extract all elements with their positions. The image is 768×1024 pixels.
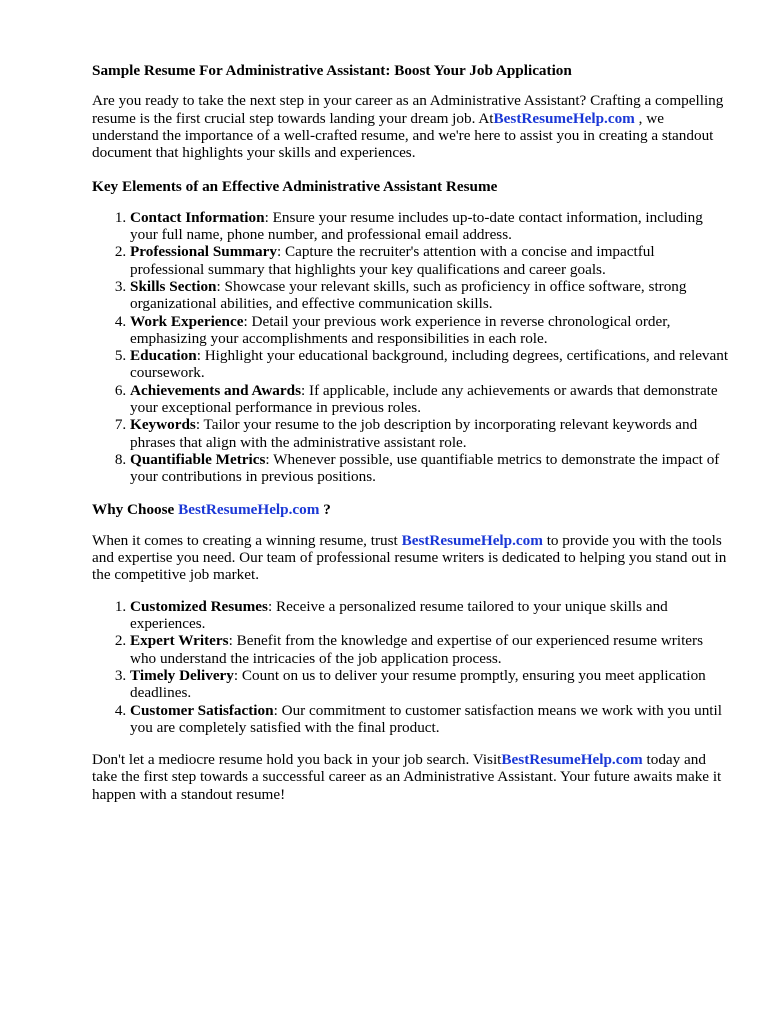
item-text: : Showcase your relevant skills, such as proficiency in office software, strong organizational abilities, and effective communication skills. [130,277,687,313]
list-item [130,416,732,451]
key-elements-heading: Key Elements of an Effective Administrative Assistant Resume [92,178,498,196]
document-content [92,62,732,803]
item-text: : Detail your previous work experience in reverse chronological order, emphasizing your accomplishments and responsibilities in each role. [130,312,671,347]
why-heading-suffix: ? [319,500,331,518]
intro-text: Are you ready to take the next step in your career as an Administrative Assistant? Crafting a compelling resume is the first crucial step towards landing your dream job. At [92,92,724,127]
list-item [130,598,732,633]
intro-text-after: , we understand the importance of a well-crafted resume, and we're here to assist you in creating a standout document that highlights your skills and experiences. [92,109,714,162]
item-text: : Highlight your educational background, including degrees, certifications, and relevant coursework. [130,347,729,382]
list-item [130,243,732,278]
item-text: : Whenever possible, use quantifiable metrics to demonstrate the impact of your contributions in previous positions. [130,450,720,486]
item-text: : Count on us to deliver your resume promptly, ensuring you meet application deadlines. [130,666,706,702]
item-term: Achievements and Awards [130,381,301,399]
key-elements-list [92,209,732,486]
item-text: : Our commitment to customer satisfaction means we work with you until you are completely satisfied with the final product. [130,701,722,736]
item-term: Skills Section [130,277,217,295]
why-paragraph-link[interactable]: BestResumeHelp.com [401,531,543,549]
why-text: When it comes to creating a winning resume, trust [92,531,402,549]
list-item [130,632,732,667]
item-term: Expert Writers [130,632,229,650]
list-item [130,278,732,313]
document-title: Sample Resume For Administrative Assistant: Boost Your Job Application [92,62,572,79]
intro-paragraph [92,92,732,161]
item-term: Customer Satisfaction [130,701,274,719]
list-item [130,209,732,244]
closing-text: Don't let a mediocre resume hold you back in your job search. Visit [92,751,502,769]
list-item [130,451,732,486]
item-text: : Tailor your resume to the job description by incorporating relevant keywords and phrases that align with the administrative assistant role. [130,416,698,451]
item-term: Contact Information [130,208,265,226]
item-text: : Capture the recruiter's attention with a concise and impactful professional summary that highlights your key qualifications and career goals. [130,243,655,278]
item-term: Work Experience [130,312,244,330]
why-choose-heading [92,501,732,518]
item-term: Professional Summary [130,243,277,261]
list-item [130,313,732,348]
item-text: : Benefit from the knowledge and expertise of our experienced resume writers who understand the intricacies of the job application process. [130,632,703,667]
why-text-after: to provide you with the tools and expertise you need. Our team of professional resume writers is dedicated to helping you stand out in the competitive job market. [92,531,727,584]
item-term: Quantifiable Metrics [130,450,266,468]
closing-paragraph [92,751,732,803]
item-term: Customized Resumes [130,597,268,615]
list-item [130,382,732,417]
list-item [130,702,732,737]
item-text: : If applicable, include any achievements or awards that demonstrate your exceptional performance in previous roles. [130,381,718,417]
why-heading-text: Why Choose [92,500,179,518]
why-heading-link[interactable]: BestResumeHelp.com [178,500,320,518]
item-text: : Ensure your resume includes up-to-date contact information, including your full name, phone number, and professional email address. [130,208,703,244]
item-term: Education [130,347,197,365]
item-term: Timely Delivery [130,666,234,684]
item-text: : Receive a personalized resume tailored to your unique skills and experiences. [130,597,668,633]
list-item [130,347,732,382]
closing-link[interactable]: BestResumeHelp.com [501,751,643,769]
closing-text-after: today and take the first step towards a successful career as an Administrative Assistant. Your future awaits make it happen with a standout resume! [92,751,722,803]
why-paragraph [92,532,732,584]
benefits-list [92,598,732,736]
intro-link[interactable]: BestResumeHelp.com [493,109,635,127]
list-item [130,667,732,702]
item-term: Keywords [130,416,196,434]
